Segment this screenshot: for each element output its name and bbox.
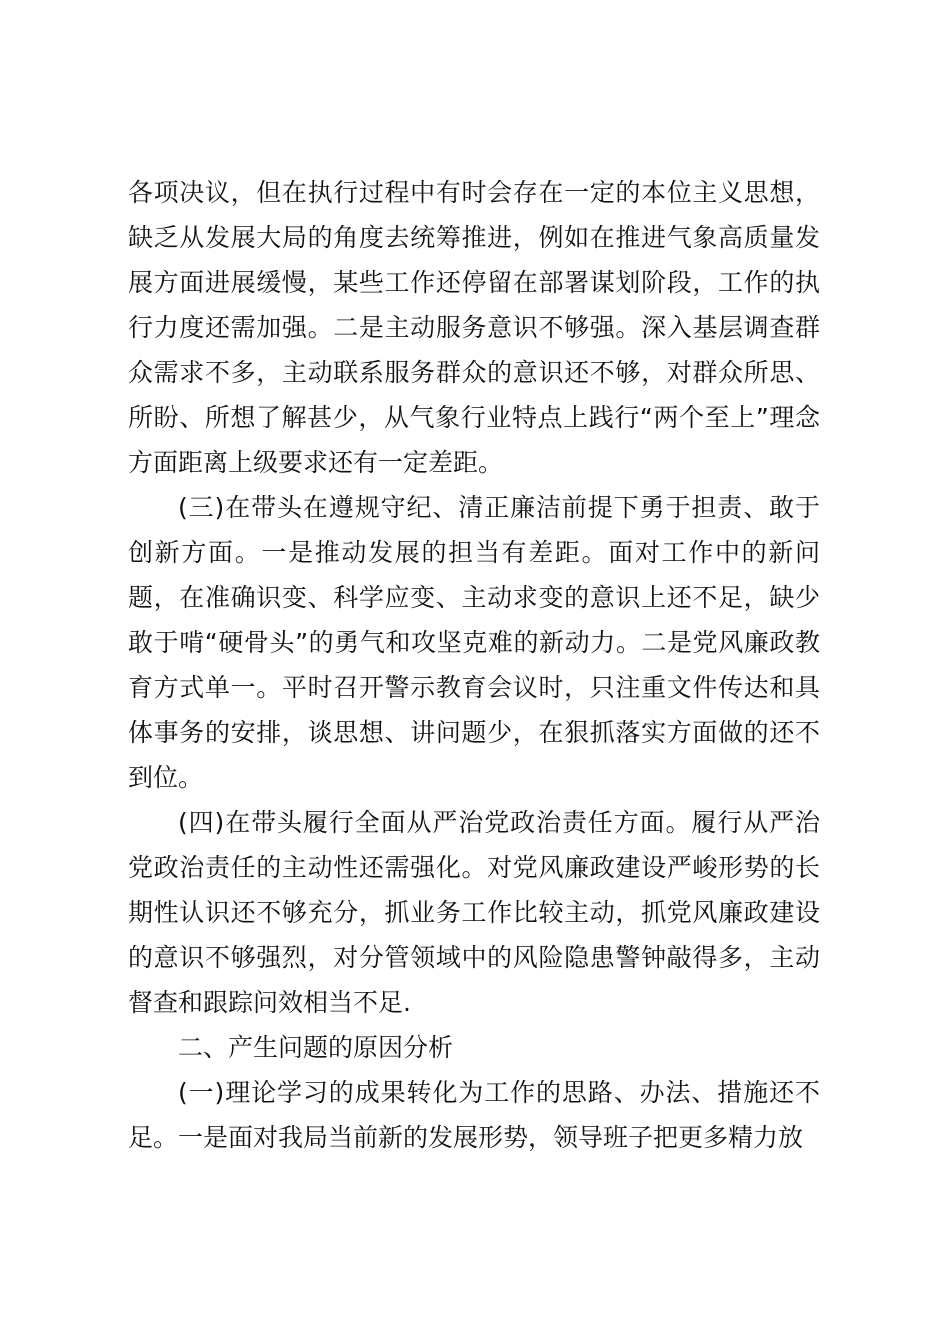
paragraph-section-one: (一)理论学习的成果转化为工作的思路、办法、措施还不足。一是面对我局当前新的发展形势，领导班子把更多精力放 (128, 1078, 820, 1152)
document-body (128, 170, 820, 1160)
paragraph-section-three: (三)在带头在遵规守纪、清正廉洁前提下勇于担责、敢于创新方面。一是推动发展的担当有差距。面对工作中的新问题，在准确识变、科学应变、主动求变的意识上还不足，缺少敢于啃“硬骨头”的勇气和攻坚克难的新动力。二是党风廉政教育方式单一。平时召开警示教育会议时，只注重文件传达和具体事务的安排，谈思想、讲问题少，在狠抓落实方面做的还不到位。 (128, 493, 820, 792)
paragraph-continuation: 各项决议，但在执行过程中有时会存在一定的本位主义思想，缺乏从发展大局的角度去统筹推进，例如在推进气象高质量发展方面进展缓慢，某些工作还停留在部署谋划阶段，工作的执行力度还需加强。二是主动服务意识不够强。深入基层调查群众需求不多，主动联系服务群众的意识还不够，对群众所思、所盼、所想了解甚少，从气象行业特点上践行“两个至上”理念方面距离上级要求还有一定差距。 (128, 178, 820, 477)
paragraph-section-four: (四)在带头履行全面从严治党政治责任方面。履行从严治党政治责任的主动性还需强化。对党风廉政建设严峻形势的长期性认识还不够充分，抓业务工作比较主动，抓党风廉政建设的意识不够强烈，对分管领域中的风险隐患警钟敲得多，主动督查和跟踪问效相当不足. (128, 808, 820, 1017)
section-heading-cause-analysis: 二、产生问题的原因分析 (178, 1033, 454, 1062)
